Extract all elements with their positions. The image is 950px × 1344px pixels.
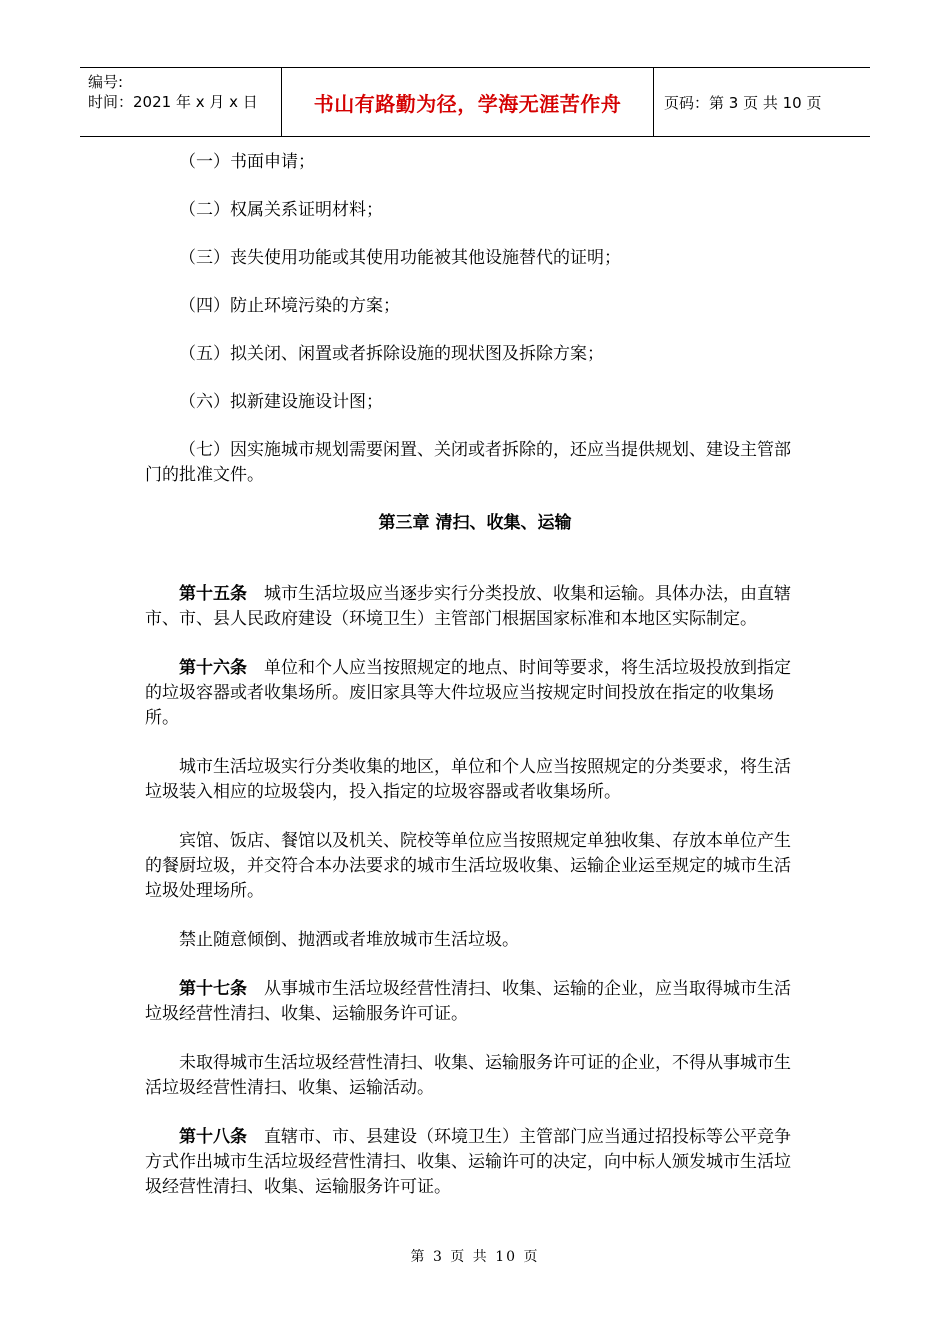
list-item: （五）拟关闭、闲置或者拆除设施的现状图及拆除方案； — [179, 344, 604, 364]
page-footer: 第 3 页 共 10 页 — [410, 1249, 540, 1265]
document-body — [145, 150, 805, 1224]
article-text: 直辖市、市、县建设（环境卫生）主管部门应当通过招投标等公平竞争方式作出城市生活垃圾经营性清扫、收集、运输许可的决定，向中标人颁发城市生活垃圾经营性清扫、收集、运输服务许可证。 — [145, 1127, 791, 1197]
list-item: （三）丧失使用功能或其使用功能被其他设施替代的证明； — [179, 248, 621, 268]
article-title: 第十八条 — [179, 1127, 247, 1147]
paragraph: 宾馆、饭店、餐馆以及机关、院校等单位应当按照规定单独收集、存放本单位产生的餐厨垃圾，并交符合本办法要求的城市生活垃圾收集、运输企业运至规定的城市生活垃圾处理场所。 — [145, 831, 791, 901]
list-item: （七）因实施城市规划需要闲置、关闭或者拆除的，还应当提供规划、建设主管部门的批准文件。 — [145, 440, 791, 485]
paragraph: 未取得城市生活垃圾经营性清扫、收集、运输服务许可证的企业，不得从事城市生活垃圾经营性清扫、收集、运输活动。 — [145, 1053, 791, 1098]
article-title: 第十七条 — [179, 979, 247, 999]
article-15 — [145, 582, 805, 632]
article-text: 城市生活垃圾应当逐步实行分类投放、收集和运输。具体办法，由直辖市、市、县人民政府建设（环境卫生）主管部门根据国家标准和本地区实际制定。 — [145, 584, 791, 629]
article-title: 第十六条 — [179, 658, 247, 678]
article-17 — [145, 977, 805, 1027]
paragraph: 城市生活垃圾实行分类收集的地区，单位和个人应当按照规定的分类要求，将生活垃圾装入相应的垃圾袋内，投入指定的垃圾容器或者收集场所。 — [145, 757, 791, 802]
document-number-label: 编号: — [88, 73, 124, 91]
chapter-title: 第三章 清扫、收集、运输 — [378, 513, 572, 533]
header-motto: 书山有路勤为径，学海无涯苦作舟 — [282, 68, 654, 136]
document-time: 时间：2021 年 x 月 x 日 — [88, 93, 258, 111]
header-page-info: 页码：第 3 页 共 10 页 — [664, 93, 822, 112]
list-item: （六）拟新建设施设计图； — [179, 392, 383, 412]
list-item: （四）防止环境污染的方案； — [179, 296, 400, 316]
article-title: 第十五条 — [179, 584, 247, 604]
list-item: （一）书面申请； — [179, 152, 315, 172]
list-item: （二）权属关系证明材料； — [179, 200, 383, 220]
article-text: 单位和个人应当按照规定的地点、时间等要求，将生活垃圾投放到指定的垃圾容器或者收集场所。废旧家具等大件垃圾应当按规定时间投放在指定的收集场所。 — [145, 658, 791, 728]
paragraph: 禁止随意倾倒、抛洒或者堆放城市生活垃圾。 — [179, 930, 519, 950]
article-text: 从事城市生活垃圾经营性清扫、收集、运输的企业，应当取得城市生活垃圾经营性清扫、收集、运输服务许可证。 — [145, 979, 791, 1024]
article-18 — [145, 1125, 805, 1200]
header-meta — [80, 68, 282, 136]
page-header — [80, 67, 870, 137]
article-16 — [145, 656, 805, 731]
